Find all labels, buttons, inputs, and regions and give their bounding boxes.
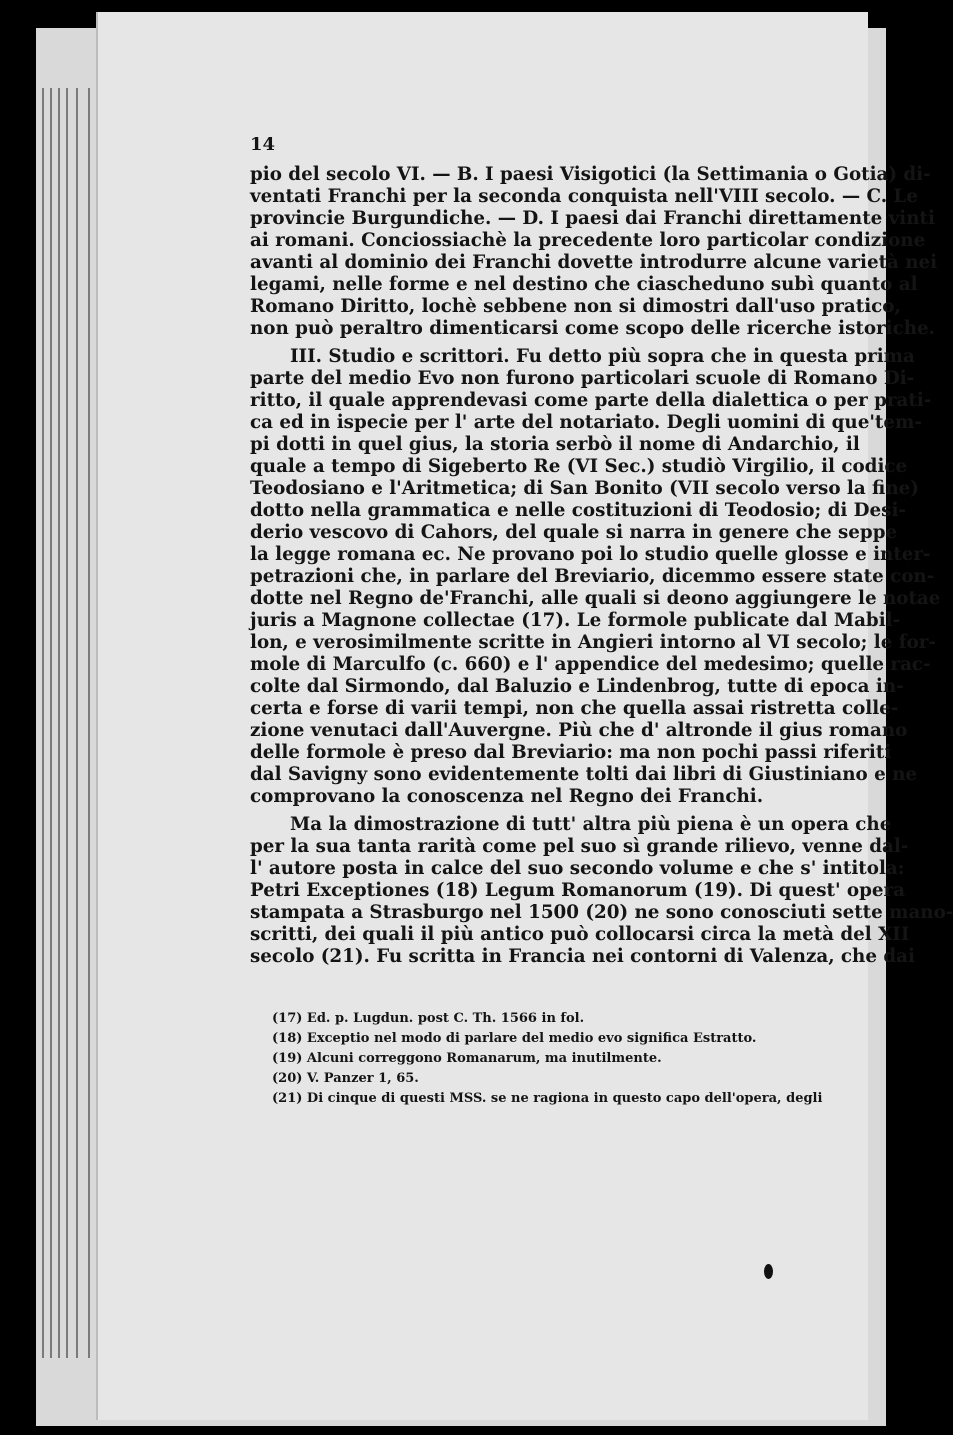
text-line: stampata a Strasburgo nel 1500 (20) ne sono conosciuti sette mano- — [250, 902, 953, 923]
text-line: Teodosiano e l'Aritmetica; di San Bonito (VII secolo verso la fine) — [250, 478, 919, 499]
text-line: III. Studio e scrittori. Fu detto più sopra che in questa prima — [290, 346, 915, 367]
footnote: (21) Di cinque di questi MSS. se ne ragiona in questo capo dell'opera, degli — [272, 1091, 823, 1106]
text-line: secolo (21). Fu scritta in Francia nei contorni di Valenza, che dai — [250, 946, 915, 967]
text-line: dotte nel Regno de'Franchi, alle quali si deono aggiungere le notae — [250, 588, 941, 609]
text-line: l' autore posta in calce del suo secondo volume e che s' intitola: — [250, 858, 905, 879]
text-line: provincie Burgundiche. — D. I paesi dai Franchi direttamente vinti — [250, 208, 935, 229]
text-line: ai romani. Conciossiachè la precedente loro particolar condizione — [250, 230, 926, 251]
footnote: (19) Alcuni correggono Romanarum, ma inutilmente. — [272, 1051, 662, 1066]
footnote: (17) Ed. p. Lugdun. post C. Th. 1566 in fol. — [272, 1011, 585, 1026]
text-line: avanti al dominio dei Franchi dovette introdurre alcune varietà nei — [250, 252, 938, 273]
text-line: la legge romana ec. Ne provano poi lo studio quelle glosse e inter- — [250, 544, 931, 565]
text-line: non può peraltro dimenticarsi come scopo delle ricerche istoriche. — [250, 318, 936, 339]
page-edge — [50, 88, 52, 1358]
page-number: 14 — [250, 134, 276, 155]
text-line: parte del medio Evo non furono particolari scuole di Romano Di- — [250, 368, 915, 389]
text-line: legami, nelle forme e nel destino che ciascheduno subì quanto al — [250, 274, 918, 295]
text-line: pio del secolo VI. — B. I paesi Visigotici (la Settimania o Gotia) di- — [250, 164, 931, 185]
page-edge — [58, 88, 60, 1358]
text-line: dal Savigny sono evidentemente tolti dai libri di Giustiniano e ne — [250, 764, 917, 785]
text-line: juris a Magnone collectae (17). Le formole publicate dal Mabil- — [250, 610, 901, 631]
text-line: zione venutaci dall'Auvergne. Più che d' altronde il gius romano — [250, 720, 908, 741]
text-line: per la sua tanta rarità come pel suo sì grande rilievo, venne dal- — [250, 836, 909, 857]
text-line: quale a tempo di Sigeberto Re (VI Sec.) studiò Virgilio, il codice — [250, 456, 908, 477]
text-line: lon, e verosimilmente scritte in Angieri intorno al VI secolo; le for- — [250, 632, 936, 653]
page-edge — [66, 88, 68, 1358]
page-edge — [42, 88, 44, 1358]
page-edge — [76, 88, 78, 1358]
footnote: (20) V. Panzer 1, 65. — [272, 1071, 419, 1086]
text-line: scritti, dei quali il più antico può collocarsi circa la metà del XII — [250, 924, 910, 945]
text-line: ritto, il quale apprendevasi come parte della dialettica o per prati- — [250, 390, 932, 411]
text-line: petrazioni che, in parlare del Breviario, dicemmo essere state con- — [250, 566, 935, 587]
text-line: Petri Exceptiones (18) Legum Romanorum (19). Di quest' opera — [250, 880, 905, 901]
text-line: Ma la dimostrazione di tutt' altra più piena è un opera che — [290, 814, 892, 835]
footnote: (18) Exceptio nel modo di parlare del medio evo significa Estratto. — [272, 1031, 757, 1046]
text-line: certa e forse di varii tempi, non che quella assai ristretta colle- — [250, 698, 899, 719]
text-line: Romano Diritto, lochè sebbene non si dimostri dall'uso pratico, — [250, 296, 901, 317]
ink-blot — [764, 1264, 773, 1279]
text-line: pi dotti in quel gius, la storia serbò il nome di Andarchio, il — [250, 434, 860, 455]
page-edge — [88, 88, 90, 1358]
text-line: mole di Marculfo (c. 660) e l' appendice del medesimo; quelle rac- — [250, 654, 931, 675]
text-line: derio vescovo di Cahors, del quale si narra in genere che seppe — [250, 522, 898, 543]
text-line: ca ed in ispecie per l' arte del notariato. Degli uomini di que'tem- — [250, 412, 922, 433]
text-line: dotto nella grammatica e nelle costituzioni di Teodosio; di Desi- — [250, 500, 906, 521]
text-line: colte dal Sirmondo, dal Baluzio e Lindenbrog, tutte di epoca in- — [250, 676, 904, 697]
text-line: ventati Franchi per la seconda conquista nell'VIII secolo. — C. Le — [250, 186, 918, 207]
text-line: comprovano la conoscenza nel Regno dei Franchi. — [250, 786, 764, 807]
text-line: delle formole è preso dal Breviario: ma non pochi passi riferiti — [250, 742, 892, 763]
